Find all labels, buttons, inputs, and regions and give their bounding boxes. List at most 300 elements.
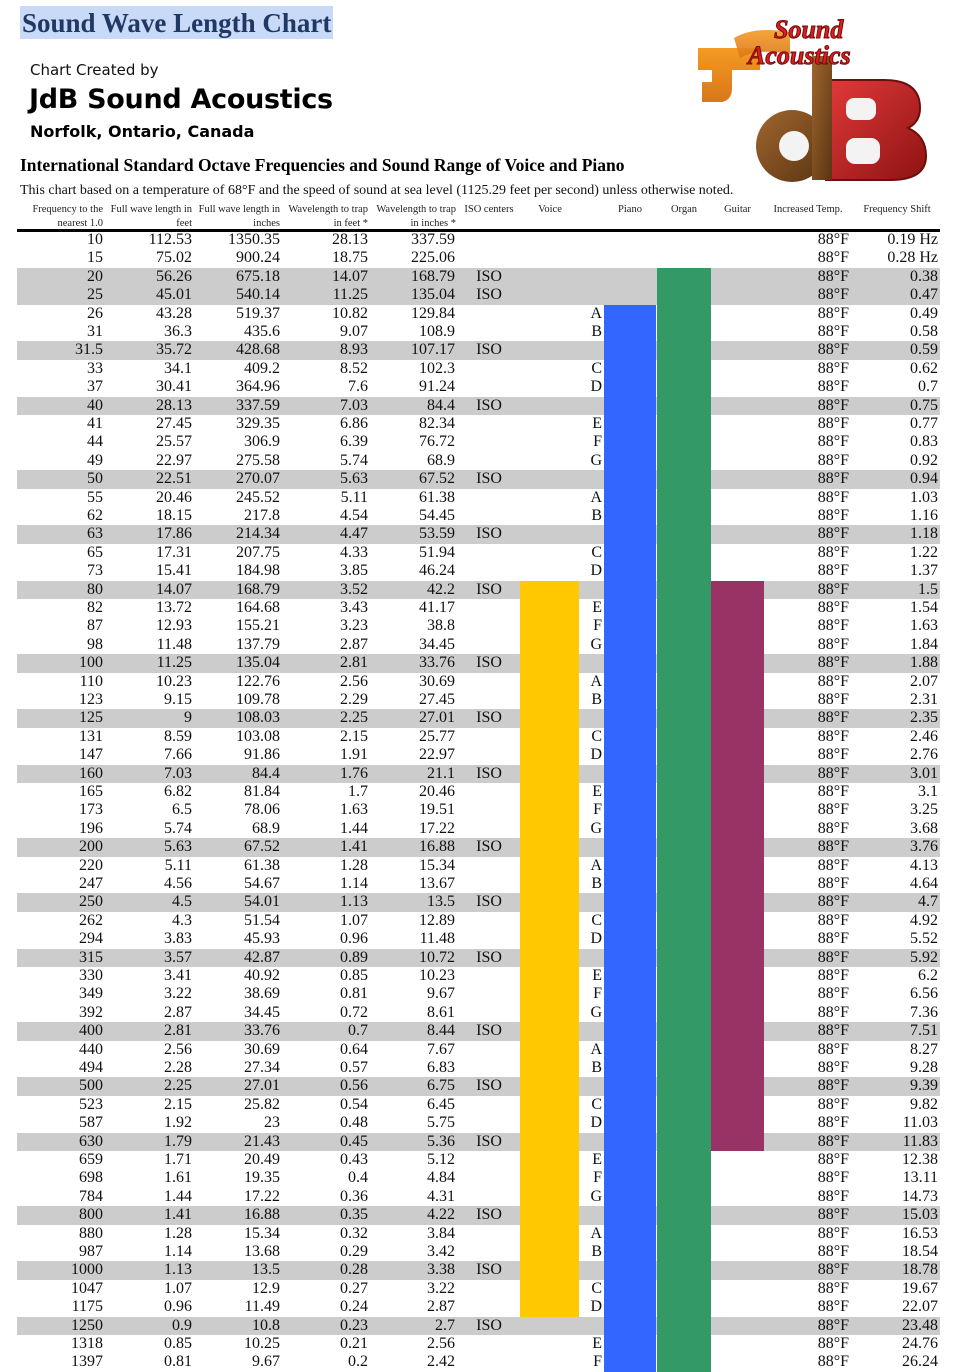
cell-frequency: 110 (79, 672, 103, 690)
cell-trap-feet: 0.36 (340, 1187, 368, 1205)
cell-piano-note: A (590, 856, 602, 874)
cell-piano-note: F (593, 801, 602, 819)
cell-increased-temp: 88°F (817, 948, 849, 966)
cell-frequency: 500 (79, 1077, 103, 1095)
cell-increased-temp: 88°F (817, 378, 849, 396)
cell-frequency-shift: 11.03 (902, 1114, 938, 1132)
cell-increased-temp: 88°F (817, 1022, 849, 1040)
cell-iso: ISO (476, 948, 502, 966)
cell-trap-inches: 46.24 (419, 562, 455, 580)
cell-frequency: 73 (87, 562, 103, 580)
cell-frequency: 55 (87, 488, 103, 506)
cell-iso: ISO (476, 764, 502, 782)
cell-piano-note: G (590, 819, 602, 837)
cell-full-wave-feet: 34.1 (164, 359, 192, 377)
cell-piano-note (577, 1261, 602, 1279)
logo-text-line2: Acoustics (748, 41, 851, 70)
cell-iso: ISO (476, 893, 502, 911)
cell-trap-inches: 5.36 (427, 1132, 455, 1150)
cell-frequency: 40 (87, 396, 103, 414)
cell-full-wave-inches: 27.34 (244, 1059, 280, 1076)
cell-full-wave-feet: 9 (184, 709, 192, 727)
cell-full-wave-feet: 1.92 (164, 1114, 192, 1132)
cell-iso (461, 1059, 517, 1077)
cell-piano-note (577, 268, 602, 286)
cell-iso (461, 636, 517, 654)
cell-frequency: 100 (79, 654, 103, 672)
cell-trap-feet: 0.45 (340, 1132, 368, 1150)
cell-frequency-shift: 5.92 (910, 948, 938, 966)
cell-frequency-shift: 12.38 (902, 1151, 938, 1168)
header-guitar: Guitar (724, 204, 751, 215)
cell-frequency-shift: 0.92 (910, 451, 938, 469)
cell-frequency-shift: 0.58 (910, 323, 938, 340)
cell-trap-feet: 8.93 (340, 341, 368, 359)
cell-trap-feet: 9.07 (340, 323, 368, 340)
cell-trap-inches: 61.38 (419, 488, 455, 506)
cell-frequency-shift: 9.28 (910, 1059, 938, 1076)
cell-full-wave-feet: 3.22 (164, 985, 192, 1003)
cell-full-wave-inches: 21.43 (244, 1132, 280, 1150)
cell-increased-temp: 88°F (817, 415, 849, 432)
cell-frequency-shift: 1.03 (910, 488, 938, 506)
cell-trap-feet: 7.6 (348, 378, 368, 396)
cell-frequency-shift: 18.78 (902, 1261, 938, 1279)
cell-trap-feet: 0.56 (340, 1077, 368, 1095)
cell-piano-note: G (590, 635, 602, 653)
cell-full-wave-feet: 18.15 (156, 507, 192, 524)
cell-iso (461, 562, 517, 580)
cell-piano-note (577, 1133, 602, 1151)
cell-full-wave-inches: 329.35 (236, 415, 280, 432)
cell-trap-feet: 1.63 (340, 801, 368, 819)
cell-full-wave-inches: 275.58 (236, 451, 280, 469)
cell-full-wave-inches: 245.52 (236, 488, 280, 506)
logo-text-line1: Sound (774, 15, 844, 44)
cell-frequency: 523 (79, 1095, 103, 1113)
cell-piano-note: A (590, 672, 602, 690)
cell-full-wave-feet: 43.28 (156, 304, 192, 322)
cell-trap-feet: 0.89 (340, 948, 368, 966)
cell-full-wave-inches: 11.49 (244, 1298, 280, 1316)
cell-full-wave-feet: 3.57 (164, 948, 192, 966)
cell-piano-note (577, 1317, 602, 1335)
cell-frequency-shift: 1.18 (910, 525, 938, 543)
cell-full-wave-inches: 207.75 (236, 543, 280, 561)
cell-frequency: 1047 (71, 1279, 103, 1297)
cell-piano-note: B (591, 875, 602, 892)
cell-frequency-shift: 24.76 (902, 1335, 938, 1352)
cell-increased-temp: 88°F (817, 1114, 849, 1132)
cell-frequency-shift: 11.83 (902, 1132, 938, 1150)
cell-increased-temp: 88°F (817, 746, 849, 764)
cell-full-wave-feet: 1.13 (164, 1261, 192, 1279)
cell-full-wave-inches: 30.69 (244, 1040, 280, 1058)
cell-full-wave-feet: 3.41 (164, 967, 192, 984)
cell-full-wave-inches: 409.2 (244, 359, 280, 377)
cell-trap-inches: 27.01 (419, 709, 455, 727)
cell-trap-feet: 4.33 (340, 543, 368, 561)
cell-frequency-shift: 1.22 (910, 543, 938, 561)
cell-frequency-shift: 1.63 (910, 617, 938, 635)
cell-trap-inches: 108.9 (419, 323, 455, 340)
cell-full-wave-inches: 61.38 (244, 856, 280, 874)
cell-frequency: 131 (79, 727, 103, 745)
cell-trap-inches: 4.84 (427, 1169, 455, 1187)
cell-trap-feet: 1.91 (340, 746, 368, 764)
cell-trap-feet: 0.81 (340, 985, 368, 1003)
cell-increased-temp: 88°F (817, 819, 849, 837)
cell-frequency-shift: 1.54 (910, 599, 938, 616)
cell-iso (461, 1298, 517, 1316)
cell-frequency: 784 (79, 1187, 103, 1205)
cell-increased-temp: 88°F (817, 323, 849, 340)
cell-frequency-shift: 1.84 (910, 635, 938, 653)
cell-trap-feet: 3.85 (340, 562, 368, 580)
cell-trap-inches: 51.94 (419, 543, 455, 561)
header-full-wave-inches: Full wave length in inches (198, 204, 280, 229)
cell-frequency-shift: 3.68 (910, 819, 938, 837)
cell-frequency-shift: 5.52 (910, 930, 938, 948)
cell-full-wave-inches: 42.87 (244, 948, 280, 966)
cell-full-wave-feet: 6.82 (164, 783, 192, 800)
cell-trap-inches: 6.83 (427, 1059, 455, 1076)
guitar-range-bar (711, 581, 764, 1151)
cell-frequency-shift: 6.56 (910, 985, 938, 1003)
page-title: Sound Wave Length Chart (22, 8, 332, 38)
cell-iso (461, 857, 517, 875)
cell-piano-note (577, 1077, 602, 1095)
cell-piano-note (577, 249, 602, 267)
cell-piano-note: F (593, 433, 602, 451)
cell-iso: ISO (476, 267, 502, 285)
cell-full-wave-inches: 78.06 (244, 801, 280, 819)
cell-trap-inches: 20.46 (419, 783, 455, 800)
cell-trap-feet: 5.11 (340, 488, 368, 506)
cell-trap-feet: 5.74 (340, 451, 368, 469)
cell-frequency-shift: 13.11 (902, 1169, 938, 1187)
cell-increased-temp: 88°F (817, 1040, 849, 1058)
cell-frequency-shift: 16.53 (902, 1224, 938, 1242)
cell-iso (461, 360, 517, 378)
cell-frequency: 31.5 (75, 341, 103, 359)
cell-frequency: 196 (79, 819, 103, 837)
cell-full-wave-feet: 75.02 (156, 249, 192, 267)
cell-frequency-shift: 3.76 (910, 838, 938, 856)
cell-frequency: 125 (79, 709, 103, 727)
cell-frequency: 247 (79, 875, 103, 892)
cell-full-wave-inches: 10.25 (244, 1335, 280, 1352)
company-location: Norfolk, Ontario, Canada (30, 122, 255, 141)
cell-full-wave-inches: 155.21 (236, 617, 280, 635)
cell-trap-inches: 3.38 (427, 1261, 455, 1279)
cell-iso (461, 1188, 517, 1206)
cell-iso: ISO (476, 396, 502, 414)
cell-full-wave-feet: 9.15 (164, 691, 192, 708)
cell-full-wave-feet: 4.5 (172, 893, 192, 911)
cell-full-wave-feet: 0.9 (172, 1316, 192, 1334)
cell-full-wave-inches: 217.8 (244, 507, 280, 524)
cell-full-wave-feet: 36.3 (164, 323, 192, 340)
cell-full-wave-feet: 2.28 (164, 1059, 192, 1076)
cell-trap-inches: 5.75 (427, 1114, 455, 1132)
cell-frequency: 659 (79, 1151, 103, 1168)
cell-trap-inches: 2.42 (427, 1353, 455, 1371)
cell-full-wave-inches: 184.98 (236, 562, 280, 580)
cell-full-wave-inches: 270.07 (236, 470, 280, 488)
cell-iso (461, 820, 517, 838)
cell-iso (461, 1225, 517, 1243)
cell-trap-inches: 225.06 (411, 249, 455, 267)
cell-full-wave-feet: 11.25 (156, 654, 192, 672)
cell-trap-inches: 8.44 (427, 1022, 455, 1040)
cell-frequency: 25 (87, 286, 103, 304)
cell-frequency-shift: 3.1 (918, 783, 938, 800)
cell-increased-temp: 88°F (817, 1059, 849, 1076)
cell-iso: ISO (476, 1077, 502, 1095)
cell-full-wave-feet: 1.28 (164, 1224, 192, 1242)
cell-frequency-shift: 2.31 (910, 691, 938, 708)
cell-trap-feet: 5.63 (340, 470, 368, 488)
cell-frequency-shift: 4.92 (910, 911, 938, 929)
cell-full-wave-feet: 0.85 (164, 1335, 192, 1352)
cell-full-wave-feet: 7.66 (164, 746, 192, 764)
cell-piano-note: E (592, 599, 602, 616)
header-frequency: Frequency to the nearest 1.0 (32, 204, 103, 229)
cell-increased-temp: 88°F (817, 1243, 849, 1260)
cell-iso: ISO (476, 838, 502, 856)
header-iso-centers: ISO centers (464, 204, 514, 215)
cell-frequency: 880 (79, 1224, 103, 1242)
cell-full-wave-inches: 45.93 (244, 930, 280, 948)
cell-frequency-shift: 19.67 (902, 1279, 938, 1297)
cell-iso (461, 617, 517, 635)
cell-iso: ISO (476, 286, 502, 304)
cell-frequency-shift: 18.54 (902, 1243, 938, 1260)
cell-trap-inches: 10.72 (419, 948, 455, 966)
cell-piano-note (577, 341, 602, 359)
cell-frequency-shift: 15.03 (902, 1206, 938, 1224)
cell-full-wave-inches: 16.88 (244, 1206, 280, 1224)
cell-piano-note: C (591, 1095, 602, 1113)
cell-frequency: 49 (87, 451, 103, 469)
cell-full-wave-inches: 20.49 (244, 1151, 280, 1168)
chart-subtitle: International Standard Octave Frequencies and Sound Range of Voice and Piano (20, 155, 625, 175)
cell-frequency-shift: 0.83 (910, 433, 938, 451)
header-trap-inches: Wavelength to trap in inches * (376, 204, 456, 229)
cell-trap-feet: 0.7 (348, 1022, 368, 1040)
cell-full-wave-inches: 25.82 (244, 1095, 280, 1113)
cell-full-wave-feet: 112.53 (148, 231, 192, 248)
cell-iso: ISO (476, 470, 502, 488)
cell-frequency: 31 (87, 323, 103, 340)
cell-increased-temp: 88°F (817, 930, 849, 948)
cell-piano-note: F (593, 617, 602, 635)
cell-increased-temp: 88°F (817, 1206, 849, 1224)
header-full-wave-feet: Full wave length in feet (110, 204, 192, 229)
cell-iso (461, 985, 517, 1003)
header-piano: Piano (618, 204, 642, 215)
cell-frequency-shift: 1.5 (918, 580, 938, 598)
cell-increased-temp: 88°F (817, 709, 849, 727)
cell-increased-temp: 88°F (817, 599, 849, 616)
cell-piano-note (577, 525, 602, 543)
cell-full-wave-inches: 15.34 (244, 1224, 280, 1242)
cell-trap-feet: 2.56 (340, 672, 368, 690)
cell-full-wave-inches: 68.9 (252, 819, 280, 837)
cell-iso (461, 1353, 517, 1371)
cell-trap-inches: 15.34 (419, 856, 455, 874)
cell-trap-feet: 0.29 (340, 1243, 368, 1260)
cell-frequency-shift: 0.19 Hz (887, 231, 938, 248)
cell-full-wave-feet: 15.41 (156, 562, 192, 580)
cell-increased-temp: 88°F (817, 396, 849, 414)
cell-increased-temp: 88°F (817, 1003, 849, 1021)
cell-frequency-shift: 7.36 (910, 1003, 938, 1021)
cell-trap-feet: 0.64 (340, 1040, 368, 1058)
cell-full-wave-feet: 1.14 (164, 1243, 192, 1260)
cell-full-wave-feet: 45.01 (156, 286, 192, 304)
cell-frequency-shift: 3.01 (910, 764, 938, 782)
cell-piano-note (577, 765, 602, 783)
cell-trap-inches: 91.24 (419, 378, 455, 396)
cell-full-wave-inches: 364.96 (236, 378, 280, 396)
cell-full-wave-inches: 19.35 (244, 1169, 280, 1187)
cell-full-wave-feet: 25.57 (156, 433, 192, 451)
cell-piano-note: A (590, 304, 602, 322)
cell-iso: ISO (476, 654, 502, 672)
cell-iso: ISO (476, 580, 502, 598)
cell-trap-inches: 53.59 (419, 525, 455, 543)
cell-trap-inches: 17.22 (419, 819, 455, 837)
cell-trap-inches: 82.34 (419, 415, 455, 432)
cell-trap-feet: 6.86 (340, 415, 368, 432)
cell-frequency: 440 (79, 1040, 103, 1058)
cell-trap-feet: 7.03 (340, 396, 368, 414)
cell-trap-inches: 21.1 (427, 764, 455, 782)
cell-iso (461, 783, 517, 801)
cell-frequency-shift: 4.7 (918, 893, 938, 911)
cell-frequency: 50 (87, 470, 103, 488)
cell-increased-temp: 88°F (817, 1151, 849, 1168)
cell-trap-inches: 3.42 (427, 1243, 455, 1260)
cell-frequency: 250 (79, 893, 103, 911)
cell-full-wave-feet: 6.5 (172, 801, 192, 819)
cell-frequency-shift: 26.24 (902, 1353, 938, 1371)
cell-trap-feet: 1.76 (340, 764, 368, 782)
cell-piano-note (577, 893, 602, 911)
cell-frequency-shift: 22.07 (902, 1298, 938, 1316)
cell-full-wave-inches: 108.03 (236, 709, 280, 727)
cell-iso (461, 912, 517, 930)
cell-frequency: 44 (87, 433, 103, 451)
cell-increased-temp: 88°F (817, 1353, 849, 1371)
cell-trap-feet: 2.29 (340, 691, 368, 708)
cell-frequency-shift: 0.75 (910, 396, 938, 414)
header-organ: Organ (670, 204, 698, 215)
cell-frequency: 33 (87, 359, 103, 377)
cell-trap-inches: 34.45 (419, 635, 455, 653)
cell-full-wave-feet: 5.11 (164, 856, 192, 874)
cell-increased-temp: 88°F (817, 1279, 849, 1297)
cell-full-wave-feet: 12.93 (156, 617, 192, 635)
chart-note: This chart based on a temperature of 68°F and the speed of sound at sea level (1125.29 feet per second) unless otherwise noted. (20, 183, 734, 198)
cell-trap-feet: 0.28 (340, 1261, 368, 1279)
cell-frequency: 80 (87, 580, 103, 598)
cell-trap-inches: 13.67 (419, 875, 455, 892)
cell-frequency: 123 (79, 691, 103, 708)
cell-trap-inches: 54.45 (419, 507, 455, 524)
cell-iso (461, 746, 517, 764)
cell-trap-feet: 14.07 (332, 267, 368, 285)
cell-piano-note (577, 838, 602, 856)
cell-full-wave-feet: 10.23 (156, 672, 192, 690)
cell-full-wave-inches: 13.68 (244, 1243, 280, 1260)
cell-iso (461, 231, 517, 249)
cell-increased-temp: 88°F (817, 911, 849, 929)
cell-trap-inches: 41.17 (419, 599, 455, 616)
cell-frequency: 87 (87, 617, 103, 635)
cell-frequency: 1397 (71, 1353, 103, 1371)
cell-trap-inches: 84.4 (427, 396, 455, 414)
cell-full-wave-feet: 17.31 (156, 543, 192, 561)
cell-iso (461, 930, 517, 948)
cell-piano-note: C (591, 543, 602, 561)
cell-frequency-shift: 1.37 (910, 562, 938, 580)
cell-trap-inches: 68.9 (427, 451, 455, 469)
cell-trap-inches: 3.84 (427, 1224, 455, 1242)
cell-trap-feet: 1.7 (348, 783, 368, 800)
cell-frequency-shift: 1.88 (910, 654, 938, 672)
cell-trap-inches: 7.67 (427, 1040, 455, 1058)
cell-trap-inches: 129.84 (411, 304, 455, 322)
cell-full-wave-feet: 1.71 (164, 1151, 192, 1168)
cell-iso (461, 673, 517, 691)
cell-full-wave-inches: 1350.35 (228, 231, 280, 248)
cell-full-wave-inches: 10.8 (252, 1316, 280, 1334)
cell-trap-feet: 1.28 (340, 856, 368, 874)
cell-full-wave-inches: 12.9 (252, 1279, 280, 1297)
cell-trap-inches: 10.23 (419, 967, 455, 984)
cell-frequency: 173 (79, 801, 103, 819)
cell-increased-temp: 88°F (817, 507, 849, 524)
cell-increased-temp: 88°F (817, 801, 849, 819)
cell-frequency: 41 (87, 415, 103, 432)
cell-full-wave-inches: 33.76 (244, 1022, 280, 1040)
cell-trap-inches: 9.67 (427, 985, 455, 1003)
cell-frequency: 62 (87, 507, 103, 524)
cell-increased-temp: 88°F (817, 1335, 849, 1352)
cell-frequency: 494 (79, 1059, 103, 1076)
cell-trap-inches: 33.76 (419, 654, 455, 672)
cell-full-wave-inches: 428.68 (236, 341, 280, 359)
cell-frequency: 630 (79, 1132, 103, 1150)
cell-increased-temp: 88°F (817, 1224, 849, 1242)
cell-full-wave-inches: 13.5 (252, 1261, 280, 1279)
cell-iso (461, 1114, 517, 1132)
cell-piano-note: F (593, 1353, 602, 1371)
cell-piano-note: B (591, 691, 602, 708)
cell-trap-inches: 337.59 (411, 231, 455, 248)
cell-full-wave-inches: 34.45 (244, 1003, 280, 1021)
cell-trap-feet: 0.23 (340, 1316, 368, 1334)
cell-piano-note (577, 1022, 602, 1040)
cell-trap-inches: 30.69 (419, 672, 455, 690)
cell-piano-note: A (590, 488, 602, 506)
cell-full-wave-feet: 35.72 (156, 341, 192, 359)
cell-piano-note: B (591, 323, 602, 340)
cell-increased-temp: 88°F (817, 451, 849, 469)
